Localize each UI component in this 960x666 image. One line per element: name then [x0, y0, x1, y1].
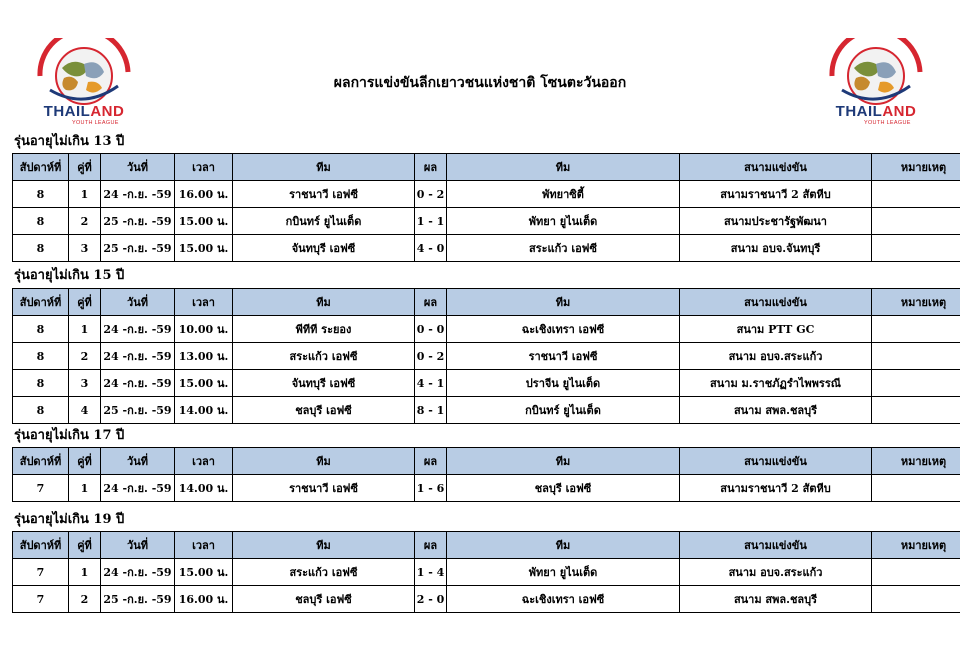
thailand-youth-league-logo-left — [28, 38, 140, 128]
col-header-away-team: ทีม — [447, 289, 680, 316]
cell-venue: สนาม อบจ.สระแก้ว — [680, 343, 872, 370]
cell-home-team: สระแก้ว เอฟซี — [233, 343, 415, 370]
cell-match: 3 — [69, 235, 101, 262]
thailand-youth-league-logo-right — [820, 38, 932, 128]
cell-date: 25 -ก.ย. -59 — [101, 208, 175, 235]
cell-date: 24 -ก.ย. -59 — [101, 559, 175, 586]
section-label-u13: รุ่นอายุไม่เกิน 13 ปี — [14, 134, 125, 149]
cell-week: 8 — [13, 316, 69, 343]
cell-week: 8 — [13, 370, 69, 397]
cell-venue: สนาม สพล.ชลบุรี — [680, 586, 872, 613]
cell-remarks — [872, 586, 960, 613]
cell-time: 15.00 น. — [175, 208, 233, 235]
cell-date: 24 -ก.ย. -59 — [101, 343, 175, 370]
col-header-match: คู่ที่ — [69, 448, 101, 475]
cell-match: 1 — [69, 181, 101, 208]
cell-week: 8 — [13, 343, 69, 370]
col-header-week: สัปดาห์ที่ — [13, 289, 69, 316]
section-label-u19: รุ่นอายุไม่เกิน 19 ปี — [14, 512, 125, 527]
cell-week: 7 — [13, 559, 69, 586]
cell-week: 7 — [13, 586, 69, 613]
col-header-venue: สนามแข่งขัน — [680, 289, 872, 316]
cell-venue: สนาม อบจ.สระแก้ว — [680, 559, 872, 586]
col-header-away-team: ทีม — [447, 154, 680, 181]
col-header-time: เวลา — [175, 448, 233, 475]
cell-venue: สนามประชารัฐพัฒนา — [680, 208, 872, 235]
cell-away-team: ชลบุรี เอฟซี — [447, 475, 680, 502]
col-header-remarks: หมายเหตุ — [872, 154, 960, 181]
cell-time: 16.00 น. — [175, 181, 233, 208]
cell-home-team: จันทบุรี เอฟซี — [233, 235, 415, 262]
cell-week: 8 — [13, 208, 69, 235]
cell-home-team: กบินทร์ ยูไนเต็ด — [233, 208, 415, 235]
col-header-result: ผล — [415, 532, 447, 559]
table-header-row — [13, 154, 960, 181]
col-header-home-team: ทีม — [233, 448, 415, 475]
cell-week: 8 — [13, 235, 69, 262]
col-header-time: เวลา — [175, 289, 233, 316]
table-row — [13, 208, 960, 235]
page-title: ผลการแข่งขันลีกเยาวชนแห่งชาติ โซนตะวันออก — [333, 75, 627, 91]
col-header-week: สัปดาห์ที่ — [13, 154, 69, 181]
logo-tagline: YOUTH LEAGUE — [864, 120, 911, 126]
cell-home-team: จันทบุรี เอฟซี — [233, 370, 415, 397]
cell-result: 8 - 1 — [415, 397, 447, 424]
cell-match: 2 — [69, 208, 101, 235]
cell-date: 25 -ก.ย. -59 — [101, 235, 175, 262]
cell-match: 1 — [69, 475, 101, 502]
results-table-u15 — [12, 288, 960, 424]
table-header-row — [13, 532, 960, 559]
cell-match: 4 — [69, 397, 101, 424]
logo-tagline: YOUTH LEAGUE — [72, 120, 119, 126]
cell-week: 7 — [13, 475, 69, 502]
cell-away-team: ปราจีน ยูไนเต็ด — [447, 370, 680, 397]
table-row — [13, 475, 960, 502]
cell-date: 24 -ก.ย. -59 — [101, 181, 175, 208]
cell-home-team: พีทีที ระยอง — [233, 316, 415, 343]
cell-result: 1 - 1 — [415, 208, 447, 235]
cell-result: 4 - 1 — [415, 370, 447, 397]
cell-result: 2 - 0 — [415, 586, 447, 613]
col-header-date: วันที่ — [101, 532, 175, 559]
results-table-u13 — [12, 153, 960, 262]
col-header-match: คู่ที่ — [69, 532, 101, 559]
cell-time: 14.00 น. — [175, 397, 233, 424]
cell-remarks — [872, 370, 960, 397]
results-table-u19 — [12, 531, 960, 613]
cell-remarks — [872, 181, 960, 208]
table-row — [13, 181, 960, 208]
cell-result: 1 - 4 — [415, 559, 447, 586]
cell-result: 0 - 2 — [415, 343, 447, 370]
col-header-time: เวลา — [175, 154, 233, 181]
col-header-time: เวลา — [175, 532, 233, 559]
col-header-home-team: ทีม — [233, 289, 415, 316]
col-header-venue: สนามแข่งขัน — [680, 532, 872, 559]
cell-remarks — [872, 475, 960, 502]
col-header-date: วันที่ — [101, 289, 175, 316]
cell-week: 8 — [13, 181, 69, 208]
table-header-row — [13, 289, 960, 316]
cell-result: 0 - 0 — [415, 316, 447, 343]
section-label-u15: รุ่นอายุไม่เกิน 15 ปี — [14, 268, 125, 283]
cell-away-team: พัทยา ยูไนเต็ด — [447, 559, 680, 586]
cell-remarks — [872, 559, 960, 586]
col-header-home-team: ทีม — [233, 154, 415, 181]
cell-time: 15.00 น. — [175, 559, 233, 586]
cell-remarks — [872, 343, 960, 370]
cell-remarks — [872, 235, 960, 262]
col-header-result: ผล — [415, 289, 447, 316]
cell-time: 10.00 น. — [175, 316, 233, 343]
cell-home-team: สระแก้ว เอฟซี — [233, 559, 415, 586]
cell-away-team: พัทยาซิตี้ — [447, 181, 680, 208]
cell-date: 24 -ก.ย. -59 — [101, 370, 175, 397]
section-label-u17: รุ่นอายุไม่เกิน 17 ปี — [14, 428, 125, 443]
cell-time: 15.00 น. — [175, 370, 233, 397]
cell-remarks — [872, 208, 960, 235]
cell-venue: สนาม PTT GC — [680, 316, 872, 343]
cell-result: 1 - 6 — [415, 475, 447, 502]
col-header-remarks: หมายเหตุ — [872, 289, 960, 316]
cell-venue: สนาม สพล.ชลบุรี — [680, 397, 872, 424]
ball-emblem-icon — [820, 38, 932, 108]
cell-away-team: กบินทร์ ยูไนเต็ด — [447, 397, 680, 424]
col-header-result: ผล — [415, 448, 447, 475]
cell-week: 8 — [13, 397, 69, 424]
table-header-row — [13, 448, 960, 475]
table-row — [13, 586, 960, 613]
cell-remarks — [872, 397, 960, 424]
table-row — [13, 370, 960, 397]
cell-remarks — [872, 316, 960, 343]
cell-venue: สนามราชนาวี 2 สัตหีบ — [680, 475, 872, 502]
cell-away-team: ฉะเชิงเทรา เอฟซี — [447, 316, 680, 343]
cell-time: 14.00 น. — [175, 475, 233, 502]
col-header-week: สัปดาห์ที่ — [13, 448, 69, 475]
cell-match: 1 — [69, 316, 101, 343]
col-header-remarks: หมายเหตุ — [872, 532, 960, 559]
cell-result: 0 - 2 — [415, 181, 447, 208]
table-row — [13, 397, 960, 424]
cell-date: 24 -ก.ย. -59 — [101, 475, 175, 502]
cell-match: 3 — [69, 370, 101, 397]
cell-away-team: พัทยา ยูไนเต็ด — [447, 208, 680, 235]
col-header-week: สัปดาห์ที่ — [13, 532, 69, 559]
cell-time: 13.00 น. — [175, 343, 233, 370]
cell-home-team: ชลบุรี เอฟซี — [233, 586, 415, 613]
cell-away-team: ฉะเชิงเทรา เอฟซี — [447, 586, 680, 613]
cell-home-team: ราชนาวี เอฟซี — [233, 475, 415, 502]
col-header-away-team: ทีม — [447, 448, 680, 475]
ball-emblem-icon — [28, 38, 140, 108]
cell-away-team: ราชนาวี เอฟซี — [447, 343, 680, 370]
cell-home-team: ชลบุรี เอฟซี — [233, 397, 415, 424]
col-header-remarks: หมายเหตุ — [872, 448, 960, 475]
cell-time: 16.00 น. — [175, 586, 233, 613]
col-header-venue: สนามแข่งขัน — [680, 448, 872, 475]
cell-venue: สนาม ม.ราชภัฏรำไพพรรณี — [680, 370, 872, 397]
cell-venue: สนามราชนาวี 2 สัตหีบ — [680, 181, 872, 208]
table-row — [13, 559, 960, 586]
col-header-home-team: ทีม — [233, 532, 415, 559]
table-row — [13, 343, 960, 370]
col-header-away-team: ทีม — [447, 532, 680, 559]
col-header-date: วันที่ — [101, 448, 175, 475]
col-header-date: วันที่ — [101, 154, 175, 181]
results-table-u17 — [12, 447, 960, 502]
cell-venue: สนาม อบจ.จันทบุรี — [680, 235, 872, 262]
cell-match: 2 — [69, 343, 101, 370]
cell-date: 25 -ก.ย. -59 — [101, 397, 175, 424]
col-header-result: ผล — [415, 154, 447, 181]
cell-date: 24 -ก.ย. -59 — [101, 316, 175, 343]
cell-result: 4 - 0 — [415, 235, 447, 262]
table-row — [13, 316, 960, 343]
col-header-venue: สนามแข่งขัน — [680, 154, 872, 181]
col-header-match: คู่ที่ — [69, 289, 101, 316]
cell-home-team: ราชนาวี เอฟซี — [233, 181, 415, 208]
cell-away-team: สระแก้ว เอฟซี — [447, 235, 680, 262]
cell-match: 1 — [69, 559, 101, 586]
logo-wordmark: THAILAND — [43, 103, 125, 120]
logo-wordmark: THAILAND — [835, 103, 917, 120]
cell-match: 2 — [69, 586, 101, 613]
table-row — [13, 235, 960, 262]
cell-time: 15.00 น. — [175, 235, 233, 262]
col-header-match: คู่ที่ — [69, 154, 101, 181]
cell-date: 25 -ก.ย. -59 — [101, 586, 175, 613]
